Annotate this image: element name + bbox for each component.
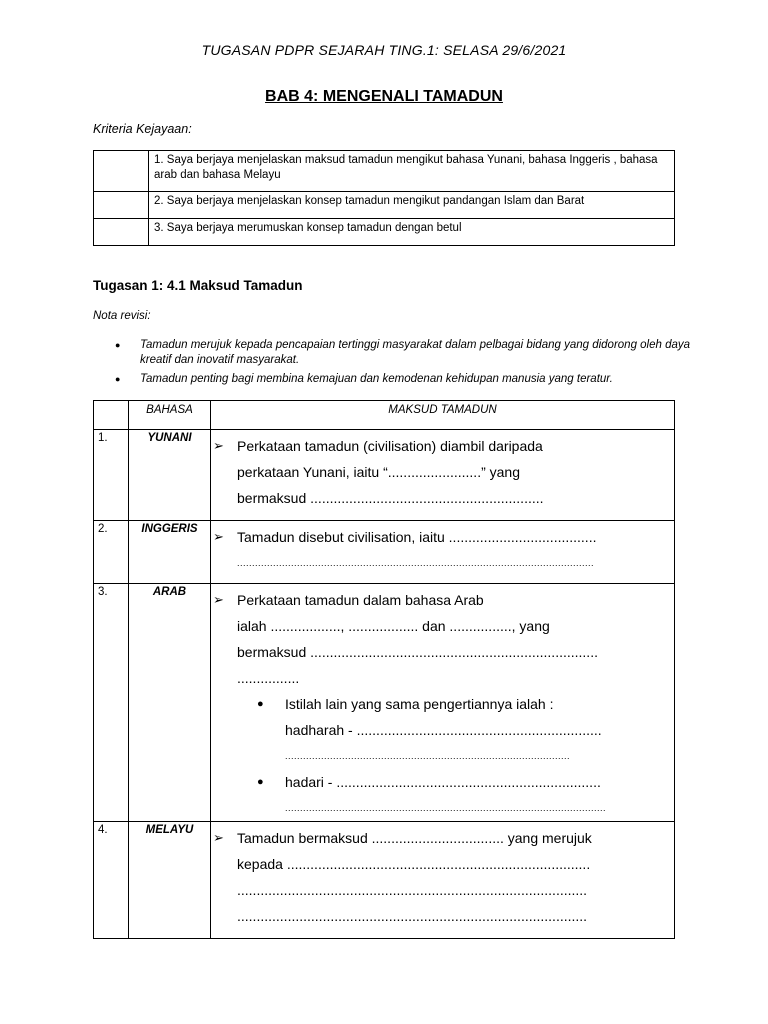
note-item: [93, 372, 693, 387]
revision-notes: [93, 338, 693, 391]
row-number: 2.: [94, 521, 129, 584]
note-text: Tamadun merujuk kepada pencapaian tertinggi masyarakat dalam pelbagai bidang yang didorong oleh daya kreatif dan inovatif masyarakat.: [140, 339, 691, 366]
line-text: Perkataan tamadun dalam bahasa Arab: [237, 592, 484, 608]
criteria-item: 2. Saya berjaya menjelaskan konsep tamadun mengikut pandangan Islam dan Barat: [149, 192, 675, 219]
row-language: INGGERIS: [129, 521, 211, 584]
table-row: [94, 584, 675, 822]
bullet-icon: ●: [257, 776, 264, 788]
nota-label: Nota revisi:: [93, 310, 151, 322]
row-content: [211, 822, 675, 939]
fill-line[interactable]: Tamadun bermaksud .................................. yang merujuk: [237, 830, 592, 846]
line-text: Perkataan tamadun (civilisation) diambil daripada: [237, 438, 543, 454]
fill-line[interactable]: Tamadun disebut civilisation, iaitu ......................................: [237, 529, 597, 545]
fill-line[interactable]: bermaksud ............................................................: [237, 490, 544, 506]
fill-line[interactable]: ...............................................................................................: [285, 751, 571, 761]
criteria-table: [93, 150, 675, 246]
criteria-row: [94, 219, 675, 246]
header-bahasa: BAHASA: [129, 401, 211, 430]
row-number: 3.: [94, 584, 129, 822]
criteria-item: 1. Saya berjaya menjelaskan maksud tamadun mengikut bahasa Yunani, bahasa Inggeris , bahasa arab dan bahasa Melayu: [149, 151, 675, 192]
row-number: 4.: [94, 822, 129, 939]
arrow-bullet-icon: ➢: [213, 529, 224, 544]
document-header: TUGASAN PDPR SEJARAH TING.1: SELASA 29/6/2021: [201, 42, 567, 58]
bullet-icon: ●: [115, 340, 121, 350]
criteria-checkbox-cell: [94, 192, 149, 219]
fill-line[interactable]: ................: [237, 670, 300, 686]
fill-line[interactable]: hadari - ....................................................................: [285, 774, 601, 790]
fill-line[interactable]: ..........................................................................................: [237, 908, 588, 924]
fill-line[interactable]: kepada ..............................................................................: [237, 856, 591, 872]
fill-line[interactable]: hadharah - ...............................................................: [285, 722, 602, 738]
chapter-title: BAB 4: MENGENALI TAMADUN: [265, 88, 503, 105]
row-content: [211, 584, 675, 822]
row-number: 1.: [94, 430, 129, 521]
arrow-bullet-icon: ➢: [213, 830, 224, 845]
task-heading: Tugasan 1: 4.1 Maksud Tamadun: [93, 278, 303, 293]
criteria-row: [94, 151, 675, 192]
header-num: [94, 401, 129, 430]
arrow-bullet-icon: ➢: [213, 592, 224, 607]
criteria-item: 3. Saya berjaya merumuskan konsep tamadun dengan betul: [149, 219, 675, 246]
table-row: [94, 430, 675, 521]
note-text: Tamadun penting bagi membina kemajuan dan kemodenan kehidupan manusia yang teratur.: [140, 373, 613, 385]
table-row: [94, 521, 675, 584]
criteria-checkbox-cell: [94, 151, 149, 192]
table-header-row: [94, 401, 675, 430]
row-content: [211, 430, 675, 521]
row-language: MELAYU: [129, 822, 211, 939]
row-language: YUNANI: [129, 430, 211, 521]
content-line: [213, 825, 666, 851]
header-maksud: MAKSUD TAMADUN: [211, 401, 675, 430]
fill-line[interactable]: ..........................................................................................: [237, 882, 588, 898]
arrow-bullet-icon: ➢: [213, 438, 224, 453]
sub-bullet-item: [237, 691, 666, 717]
criteria-row: [94, 192, 675, 219]
criteria-checkbox-cell: [94, 219, 149, 246]
table-row: [94, 822, 675, 939]
bullet-icon: ●: [257, 698, 264, 710]
row-content: [211, 521, 675, 584]
bullet-icon: ●: [115, 374, 121, 384]
row-language: ARAB: [129, 584, 211, 822]
fill-line[interactable]: .......................................................................................................................: [237, 558, 595, 568]
sub-text: Istilah lain yang sama pengertiannya ialah :: [285, 696, 554, 712]
criteria-label: Kriteria Kejayaan:: [93, 122, 192, 136]
fill-line[interactable]: perkataan Yunani, iaitu “........................” yang: [237, 464, 521, 480]
fill-line[interactable]: bermaksud ..........................................................................: [237, 644, 598, 660]
content-line: [213, 524, 666, 550]
content-line: [213, 433, 666, 459]
fill-line[interactable]: ialah .................., .................. dan ................, yang: [237, 618, 550, 634]
tamadun-table: [93, 400, 675, 939]
sub-bullet-item: [237, 769, 666, 795]
note-item: [93, 338, 693, 368]
content-line: [213, 587, 666, 613]
fill-line[interactable]: ...........................................................................................................: [285, 803, 607, 813]
